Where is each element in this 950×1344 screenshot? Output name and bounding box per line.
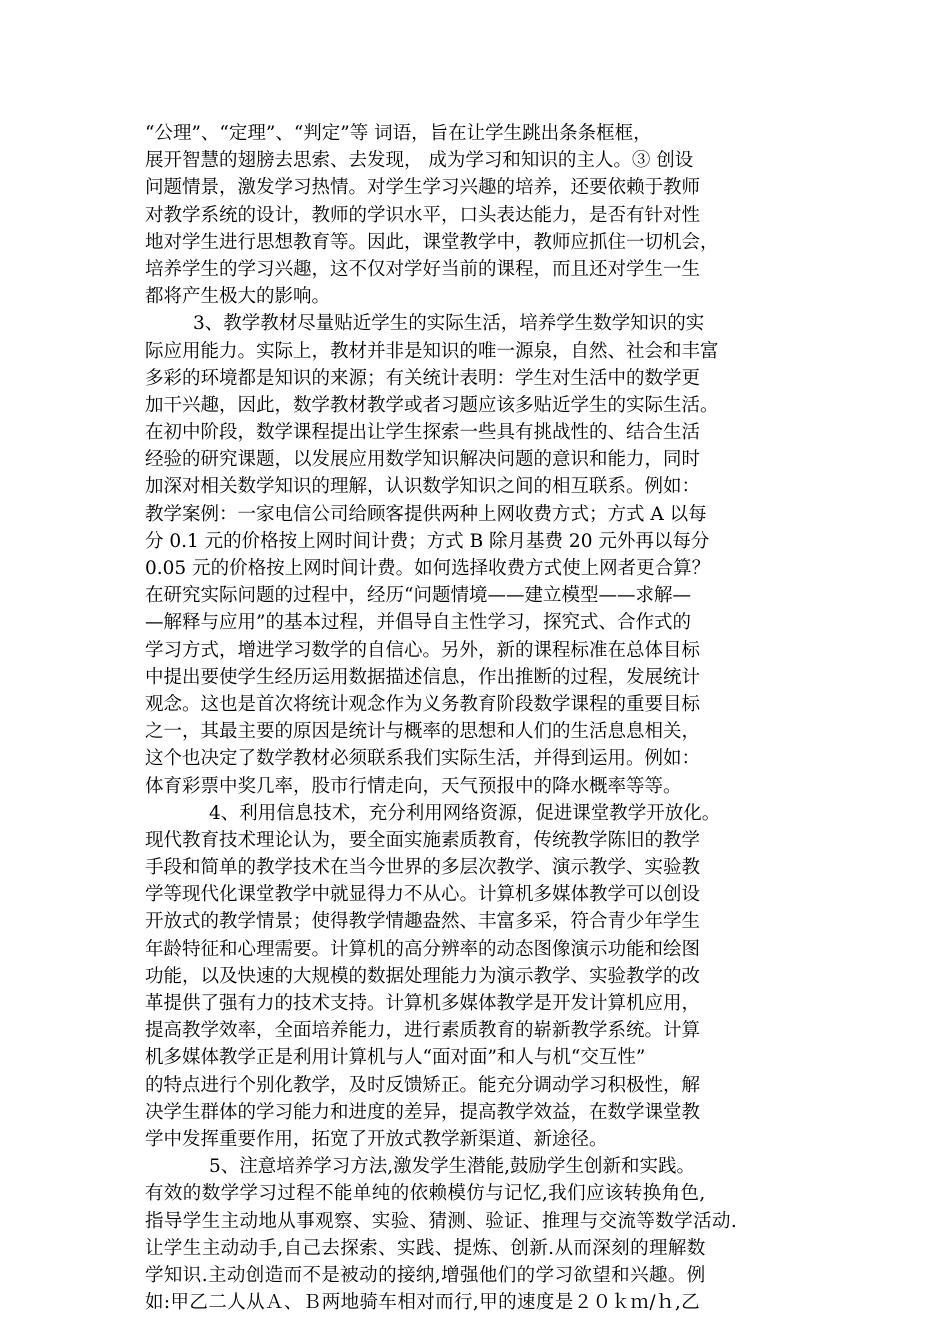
text-line: 多彩的环境都是知识的来源；有关统计表明：学生对生活中的数学更	[145, 367, 701, 389]
text-line: 都将产生极大的影响。	[145, 286, 331, 308]
text-line: 对教学系统的设计，教师的学识水平，口头表达能力，是否有针对性	[145, 204, 701, 226]
text-line: 现代教育技术理论认为，要全面实施素质教育，传统教学陈旧的教学	[145, 829, 701, 851]
text-line: 0.05 元的价格按上网时间计费。如何选择收费方式使上网者更合算？	[145, 558, 711, 579]
text-line: 加深对相关数学知识的理解，认识数学知识之间的相互联系。例如：	[145, 476, 701, 498]
text-line: 决学生群体的学习能力和进度的差异，提高教学效益，在数学课堂教	[145, 1101, 701, 1123]
text-line: 让学生主动动手,自己去探索、实践、提炼、创新.从而深刻的理解数	[145, 1237, 706, 1259]
text-line: 之一，其最主要的原因是统计与概率的思想和人们的生活息息相关，	[145, 721, 701, 743]
text-line: —解释与应用”的基本过程，并倡导自主性学习，探究式、合作式的	[145, 612, 691, 634]
text-line: 开放式的教学情景；使得教学情趣盎然、丰富多采，符合青少年学生	[145, 911, 701, 933]
text-line: 加干兴趣，因此，数学教材教学或者习题应该多贴近学生的实际生活。	[145, 394, 719, 416]
text-line: 提高教学效率，全面培养能力，进行素质教育的崭新教学系统。计算	[145, 1020, 701, 1042]
text-line: 展开智慧的翅膀去思索、去发现， 成为学习和知识的主人。③ 创设	[145, 150, 694, 172]
text-line: 学等现代化课堂教学中就显得力不从心。计算机多媒体教学可以创设	[145, 884, 701, 906]
text-line: 学习方式，增进学习数学的自信心。另外，新的课程标准在总体目标	[145, 639, 701, 661]
text-line: 功能，以及快速的大规模的数据处理能力为演示教学、实验教学的改	[145, 965, 701, 987]
text-line: 观念。这也是首次将统计观念作为义务教育阶段数学课程的重要目标	[145, 693, 701, 715]
text-line: 教学案例：一家电信公司给顾客提供两种上网收费方式；方式 A 以每	[145, 503, 707, 525]
text-line: 手段和简单的教学技术在当今世界的多层次教学、演示教学、实验教	[145, 857, 701, 879]
body-text	[145, 120, 810, 1316]
text-line: 培养学生的学习兴趣，这不仅对学好当前的课程，而且还对学生一生	[145, 258, 701, 280]
text-line: 经验的研究课题，以发展应用数学知识解决问题的意识和能力，同时	[145, 449, 701, 471]
text-line: 的特点进行个别化教学，及时反馈矫正。能充分调动学习积极性，解	[145, 1074, 701, 1096]
text-line: 中提出要使学生经历运用数据描述信息，作出推断的过程，发展统计	[145, 666, 701, 688]
text-line: 指导学生主动地从事观察、实验、猜测、验证、推理与交流等数学活动.	[145, 1210, 738, 1232]
text-line: 机多媒体教学正是利用计算机与人“面对面”和人与机“交互性”	[145, 1047, 646, 1069]
text-line: 问题情景，激发学习热情。对学生学习兴趣的培养，还要依赖于教师	[145, 177, 701, 199]
text-line: 分 0.1 元的价格按上网时间计费；方式 B 除月基费 20 元外再以每分	[145, 530, 710, 552]
text-line: 在初中阶段，数学课程提出让学生探索一些具有挑战性的、结合生活	[145, 422, 701, 444]
text-line: 年龄特征和心理需要。计算机的高分辨率的动态图像演示功能和绘图	[145, 938, 701, 960]
paragraph-heading-5: 5、注意培养学习方法,激发学生潜能,鼓励学生创新和实践。	[209, 1156, 696, 1178]
text-line: 学知识.主动创造而不是被动的接纳,增强他们的学习欲望和兴趣。例	[145, 1264, 706, 1286]
text-line: 如:甲乙二人从Ａ、Ｂ两地骑车相对而行,甲的速度是２０ｋｍ/ｈ,乙	[145, 1292, 701, 1314]
text-line: “公理”、“定理”、“判定”等 词语，旨在让学生跳出条条框框，	[145, 123, 652, 144]
paragraph-heading-4: 4、利用信息技术，充分利用网络资源，促进课堂教学开放化。	[209, 802, 721, 824]
text-line: 这个也决定了数学教材必须联系我们实际生活，并得到运用。例如：	[145, 748, 701, 770]
text-line: 地对学生进行思想教育等。因此，课堂教学中，教师应抓住一切机会，	[145, 231, 719, 253]
text-line: 革提供了强有力的技术支持。计算机多媒体教学是开发计算机应用，	[145, 993, 701, 1014]
text-line: 体育彩票中奖几率，股市行情走向，天气预报中的降水概率等等。	[145, 775, 682, 797]
text-line: 在研究实际问题的过程中，经历“问题情境——建立模型——求解—	[145, 585, 691, 607]
paragraph-heading-3: 3、教学教材尽量贴近学生的实际生活，培养学生数学知识的实	[193, 313, 705, 335]
text-line: 学中发挥重要作用，拓宽了开放式教学新渠道、新途径。	[145, 1128, 608, 1150]
text-line: 际应用能力。实际上，教材并非是知识的唯一源泉，自然、社会和丰富	[145, 340, 719, 362]
text-line: 有效的数学学习过程不能单纯的依赖模仿与记忆,我们应该转换角色,	[145, 1183, 706, 1205]
